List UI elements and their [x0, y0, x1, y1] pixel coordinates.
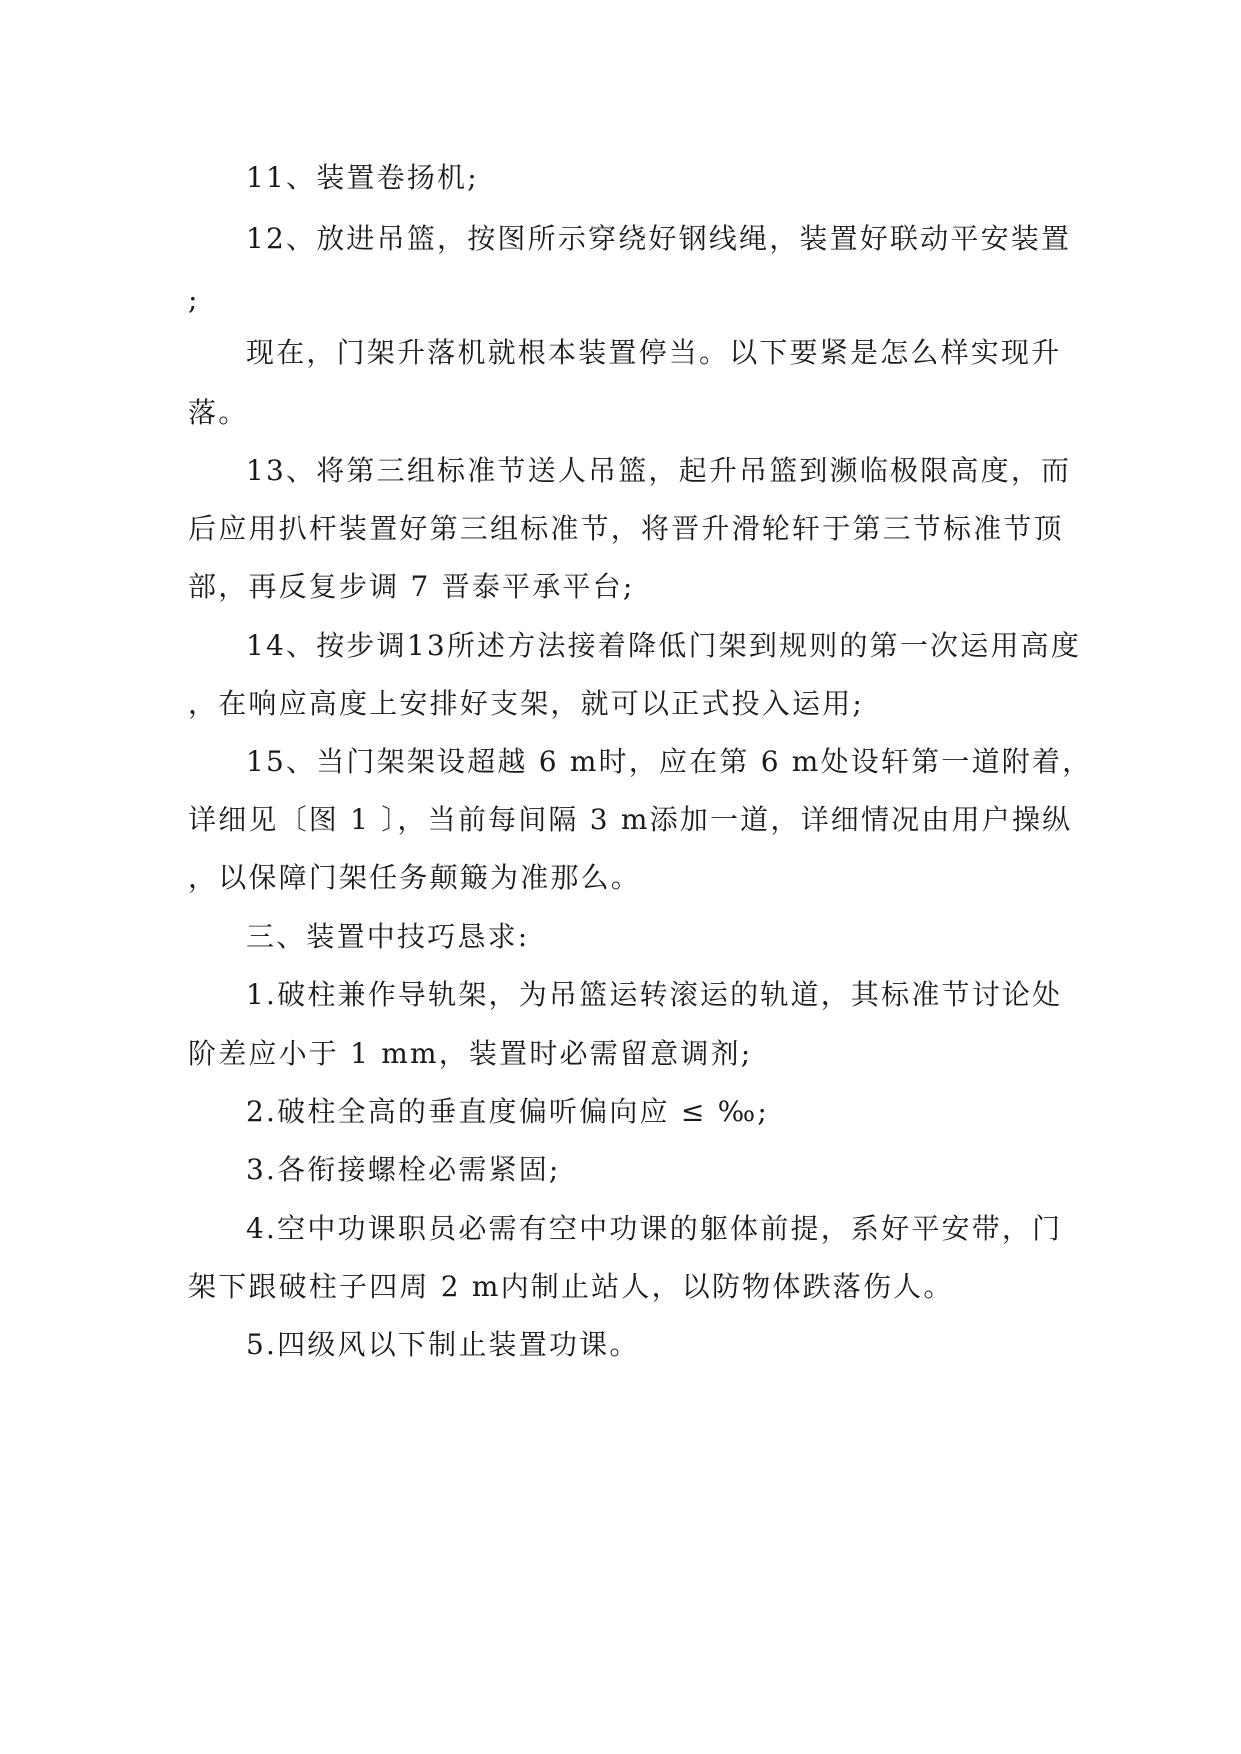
text-line: ，以保障门架任务颠簸为准那么。	[188, 861, 642, 894]
text-line: 架下跟破柱子四周 2 m内制止站人，以防物体跌落伤人。	[188, 1270, 954, 1303]
text-line: 3.各衔接螺栓必需紧固;	[246, 1153, 561, 1186]
text-line: 13、将第三组标准节送人吊篮，起升吊篮到濒临极限高度，而	[246, 454, 1072, 487]
text-line: 5.四级风以下制止装置功课。	[246, 1328, 640, 1361]
text-line: 12、放进吊篮，按图所示穿绕好钢线绳，装置好联动平安装置	[246, 222, 1072, 255]
text-line: 2.破柱全高的垂直度偏听偏向应 ≤ ‰;	[246, 1095, 769, 1128]
text-line: 4.空中功课职员必需有空中功课的躯体前提，系好平安带，门	[246, 1212, 1063, 1245]
text-line: 1.破柱兼作导轨架，为吊篮运转滚运的轨道，其标准节讨论处	[246, 978, 1063, 1011]
text-line: 部，再反复步调 7 晋泰平承平台;	[188, 570, 635, 603]
text-line: 落。	[188, 396, 249, 429]
text-line: 后应用扒杆装置好第三组标准节，将晋升滑轮轩于第三节标准节顶	[188, 512, 1064, 545]
text-line: 15、当门架架设超越 6 m时，应在第 6 m处设轩第一道附着，	[246, 745, 1093, 778]
text-line: 阶差应小于 1 mm，装置时必需留意调剂;	[188, 1037, 753, 1070]
text-line: 三、装置中技巧恳求:	[246, 920, 530, 953]
text-line: ，在响应高度上安排好支架，就可以正式投入运用;	[188, 687, 865, 720]
text-line: 现在，门架升落机就根本装置停当。以下要紧是怎么样实现升	[246, 336, 1062, 369]
text-line: ;	[188, 283, 200, 316]
text-line: 详细见〔图 1 〕，当前每间隔 3 m添加一道，详细情况由用户操纵	[188, 803, 1073, 836]
text-line: 11、装置卷扬机;	[246, 161, 479, 194]
text-line: 14、按步调13所述方法接着降低门架到规则的第一次运用高度	[246, 629, 1082, 662]
